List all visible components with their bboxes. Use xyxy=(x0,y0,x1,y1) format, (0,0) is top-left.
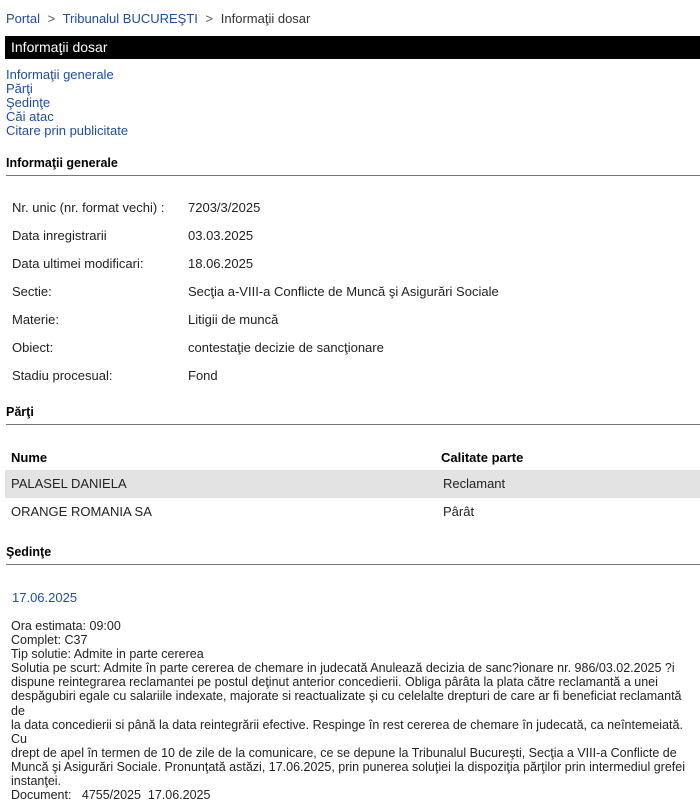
table-row xyxy=(5,470,700,498)
sedinta-solutie-line: la data concedierii si până la data reintegrării efective. Respinge în rest cererea de chemare în judecată, ca neîntemeiată. Cu xyxy=(11,717,683,746)
page-title: Informaţii dosar xyxy=(5,36,700,59)
sedinta-details xyxy=(11,619,697,802)
sedinta-tip-solutie: Tip solutie: Admite in parte cererea xyxy=(11,647,204,662)
section-heading-sedinte: Şedinţe xyxy=(6,545,700,565)
parti-table xyxy=(5,445,700,526)
toc-link-general[interactable]: Informaţii generale xyxy=(6,67,114,82)
sedinta-complet: Complet: C37 xyxy=(11,633,88,648)
info-label: Sectie: xyxy=(12,284,52,299)
sedinta-document: Document: 4755/2025 17.06.2025 xyxy=(11,788,211,802)
party-role: Pârât xyxy=(443,504,475,519)
info-label: Obiect: xyxy=(12,340,54,355)
sedinta-solutie-line: Muncă şi Asigurări Sociale. Pronunţată astăzi, 17.06.2025, prin punerea soluţiei la dispoziţia părţilor prin intermediul grefei xyxy=(11,759,685,774)
info-row xyxy=(12,368,499,396)
info-value: 03.03.2025 xyxy=(188,228,254,243)
info-label: Data ultimei modificari: xyxy=(12,256,144,271)
table-header-row xyxy=(5,445,700,470)
info-row xyxy=(12,256,499,284)
sedinta-ora: Ora estimata: 09:00 xyxy=(11,619,121,633)
info-value: Fond xyxy=(188,368,218,383)
breadcrumb-portal-link[interactable]: Portal xyxy=(6,11,40,26)
breadcrumb xyxy=(6,11,310,26)
info-value: Litigii de muncă xyxy=(188,312,279,327)
info-row xyxy=(12,200,499,228)
info-label: Nr. unic (nr. format vechi) : xyxy=(12,200,165,215)
info-row xyxy=(12,312,499,340)
info-value: 18.06.2025 xyxy=(188,256,254,271)
sedinta-solutie-line: instanţei. xyxy=(11,774,62,789)
sedinta-solutie-line: drept de apel în termen de 10 de zile de la comunicare, ce se depune la Tribunalul Bucureşti, Secţia a VIII-a Conflicte de xyxy=(11,745,677,760)
breadcrumb-current: Informaţii dosar xyxy=(220,11,311,26)
info-row xyxy=(12,284,499,312)
info-value: 7203/3/2025 xyxy=(188,200,261,215)
party-name: PALASEL DANIELA xyxy=(11,476,127,491)
sedinta-solutie-line: despăgubiri egale cu salariile indexate, majorate si reactualizate şi cu celelalte drepturi de care ar fi beneficiat reclamantă de xyxy=(11,689,682,718)
toc-link-cai-atac[interactable]: Căi atac xyxy=(6,109,54,124)
breadcrumb-separator: > xyxy=(47,11,56,26)
section-heading-general: Informaţii generale xyxy=(6,156,700,176)
info-row xyxy=(12,228,499,256)
toc-link-parti[interactable]: Părţi xyxy=(6,81,33,96)
breadcrumb-tribunal-link[interactable]: Tribunalul BUCUREŞTI xyxy=(62,11,198,26)
info-value: contestaţie decizie de sancţionare xyxy=(188,340,384,355)
info-label: Materie: xyxy=(12,312,59,327)
party-role: Reclamant xyxy=(443,476,506,491)
general-info-table xyxy=(12,200,499,396)
column-header-nume: Nume xyxy=(11,450,48,465)
column-header-calitate: Calitate parte xyxy=(441,450,524,465)
section-heading-parti: Părţi xyxy=(6,405,700,425)
info-row xyxy=(12,340,499,368)
breadcrumb-separator: > xyxy=(205,11,214,26)
toc-link-sedinte[interactable]: Şedinţe xyxy=(6,95,51,110)
info-value: Secţia a-VIII-a Conflicte de Muncă şi Asigurări Sociale xyxy=(188,284,499,299)
party-name: ORANGE ROMANIA SA xyxy=(11,504,152,519)
info-label: Data inregistrarii xyxy=(12,228,107,243)
sedinta-date: 17.06.2025 xyxy=(12,590,78,605)
toc-link-citare[interactable]: Citare prin publicitate xyxy=(6,123,129,138)
info-label: Stadiu procesual: xyxy=(12,368,113,383)
sedinta-solutie-line: Solutia pe scurt: Admite în parte cererea de chemare in judecată Anulează decizia de sanc?ionare nr. 986/03.02.2025 ?i xyxy=(11,661,675,676)
table-row xyxy=(5,498,700,526)
table-of-contents xyxy=(6,68,128,138)
sedinta-solutie-line: dispune reintegrarea reclamantei pe postul deţinut anterior concedierii. Obliga pârâta la plata către reclamantă a unei xyxy=(11,675,658,690)
